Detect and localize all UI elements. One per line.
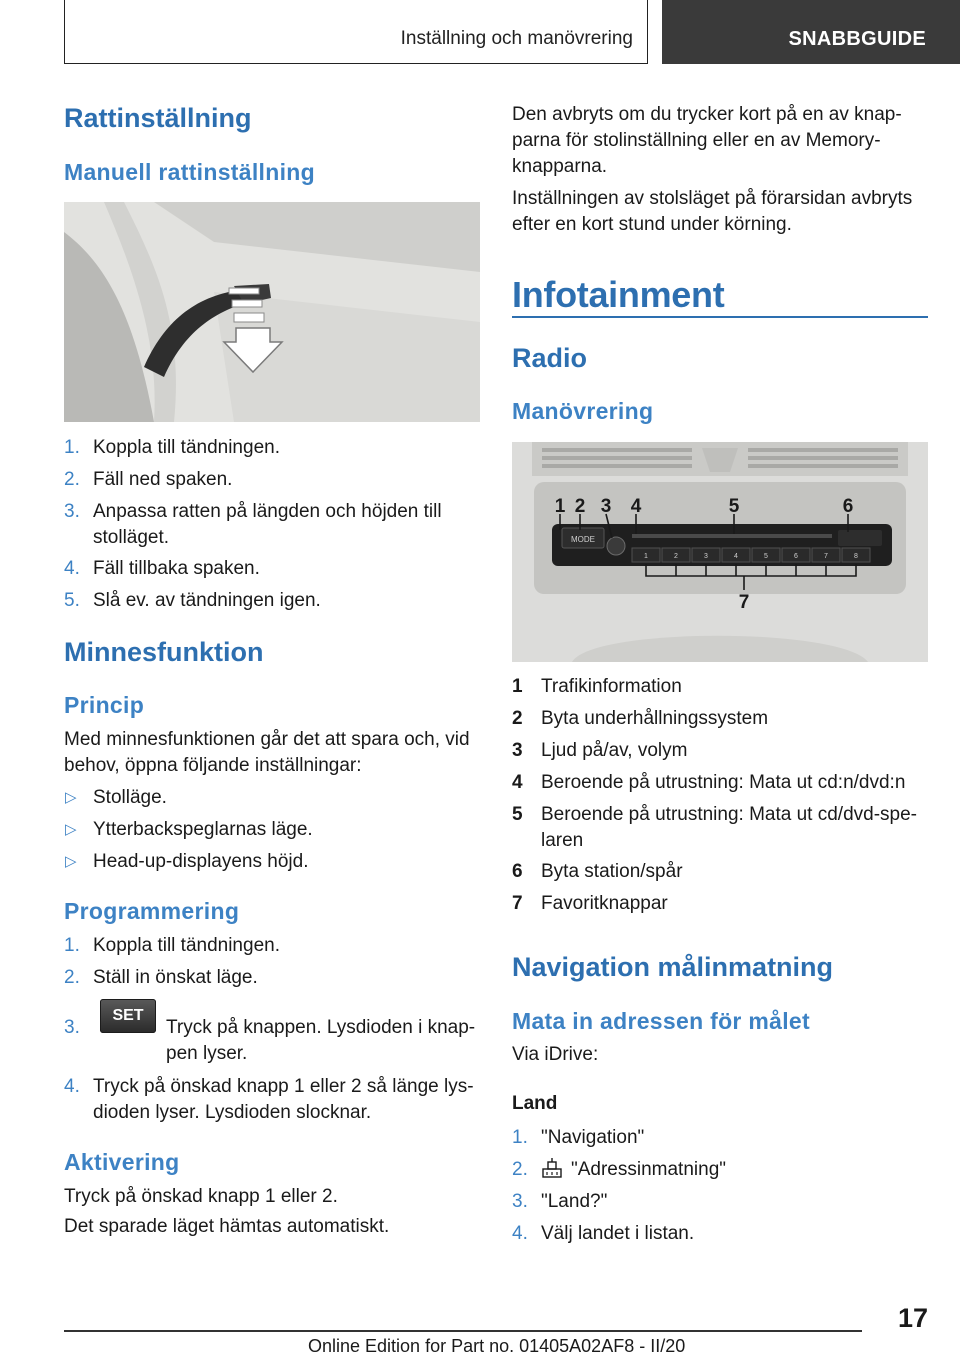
preset-label: 5 — [764, 553, 768, 560]
heading-princip: Princip — [64, 692, 145, 718]
list-item: 2. "Adressinmatning" — [512, 1159, 727, 1180]
triangle-bullet-icon: ▷ — [65, 853, 77, 870]
intro-text-2: Inställningen av stolsläget på förarsidan avbryts efter en kort stund under körning. — [512, 188, 913, 235]
triangle-bullet-icon: ▷ — [65, 789, 77, 806]
preset-label: 6 — [794, 553, 798, 560]
aktivering-text-2: Det sparade läget hämtas automatiskt. — [64, 1216, 390, 1237]
list-item: 4. Välj landet i listan. — [512, 1223, 695, 1244]
heading-aktivering: Aktivering — [64, 1149, 180, 1175]
radio-panel-illustration — [512, 442, 928, 662]
list-item: 2. Fäll ned spaken. — [64, 469, 233, 490]
preset-label: 1 — [644, 553, 648, 560]
list-item: 3. "Land?" — [512, 1191, 608, 1212]
callout-number: 4 — [630, 496, 642, 517]
callout-number: 5 — [728, 496, 740, 517]
list-item: ▷ Head-up-displayens höjd. — [64, 849, 482, 875]
chapter-tab — [662, 0, 960, 64]
list-item: 4 Beroende på utrustning: Mata ut cd:n/dvd:n — [512, 772, 906, 793]
aktivering-text-1: Tryck på önskad knapp 1 eller 2. — [64, 1186, 338, 1207]
list-item: 1. "Navigation" — [512, 1127, 645, 1148]
heading-mata-in-adressen: Mata in adressen för målet — [512, 1008, 810, 1034]
list-item: 1 Trafikinformation — [512, 676, 682, 697]
mode-button-label: MODE — [571, 535, 595, 544]
set-button-icon: SET — [100, 999, 156, 1033]
list-item: 2 Byta underhållningssystem — [512, 708, 769, 729]
list-item: 4. Tryck på önskad knapp 1 eller 2 så länge lys-dioden lyser. Lysdioden slocknar. — [64, 1076, 474, 1123]
preset-label: 8 — [854, 553, 858, 560]
heading-minnesfunktion: Minnesfunktion — [64, 637, 264, 667]
list-item: 5 Beroende på utrustning: Mata ut cd/dvd-spe-laren — [512, 804, 918, 851]
heading-rattinstallning: Rattinställning — [64, 103, 252, 133]
preset-label: 4 — [734, 553, 738, 560]
heading-navigation: Navigation målinmatning — [512, 952, 834, 982]
via-idrive-text: Via iDrive: — [512, 1044, 599, 1065]
footer-divider — [64, 1330, 862, 1332]
triangle-bullet-icon: ▷ — [65, 821, 77, 838]
callout-number: 2 — [574, 496, 586, 517]
preset-label: 3 — [704, 553, 708, 560]
header-section-title: Inställning och manövrering — [400, 28, 633, 49]
list-item: 3. SET Tryck på knappen. Lysdioden i knap-pen lyser. — [64, 1015, 482, 1067]
list-item: 5. Slå ev. av tändningen igen. — [64, 590, 321, 611]
chapter-tab-label: SNABBGUIDE — [788, 28, 926, 50]
list-item: 4. Fäll tillbaka spaken. — [64, 558, 260, 579]
steering-adjust-figure — [64, 202, 480, 422]
radio-controls-figure — [512, 442, 928, 662]
footer-edition: Online Edition for Part no. 01405A02AF8 - II/20 — [308, 1336, 686, 1356]
list-item: 3 Ljud på/av, volym — [512, 740, 688, 761]
heading-programmering: Programmering — [64, 898, 240, 924]
page-number: 17 — [897, 1303, 928, 1333]
heading-manuell-rattinstallning: Manuell rattinställning — [64, 159, 315, 185]
callout-number: 7 — [738, 592, 750, 613]
heading-radio: Radio — [512, 343, 588, 373]
callout-number: 1 — [554, 496, 566, 517]
princip-text: Med minnesfunktionen går det att spara och, vid behov, öppna följande inställningar: — [64, 729, 470, 776]
list-item: 2. Ställ in önskat läge. — [64, 967, 258, 988]
list-item: 1. Koppla till tändningen. — [64, 935, 280, 956]
address-input-icon — [541, 1157, 563, 1179]
heading-infotainment: Infotainment — [512, 274, 725, 315]
section-divider — [512, 316, 928, 318]
list-item: ▷ Ytterbackspeglarnas läge. — [64, 817, 482, 843]
preset-label: 2 — [674, 553, 678, 560]
list-item: 1. Koppla till tändningen. — [64, 437, 280, 458]
list-item: ▷ Stolläge. — [64, 785, 482, 811]
preset-label: 7 — [824, 553, 828, 560]
callout-number: 6 — [842, 496, 854, 517]
list-item: 3. Anpassa ratten på längden och höjden till stolläget. — [64, 501, 442, 548]
list-item: 7 Favoritknappar — [512, 893, 668, 914]
running-header — [64, 0, 648, 64]
list-item: 6 Byta station/spår — [512, 861, 683, 882]
heading-manovrering: Manövrering — [512, 398, 654, 424]
land-label: Land — [512, 1093, 558, 1114]
callout-number: 3 — [600, 496, 612, 517]
intro-text-1: Den avbryts om du trycker kort på en av knap-parna för stolinställning eller en av Memory-knapparna. — [512, 104, 902, 177]
steering-lever-illustration — [64, 202, 480, 422]
